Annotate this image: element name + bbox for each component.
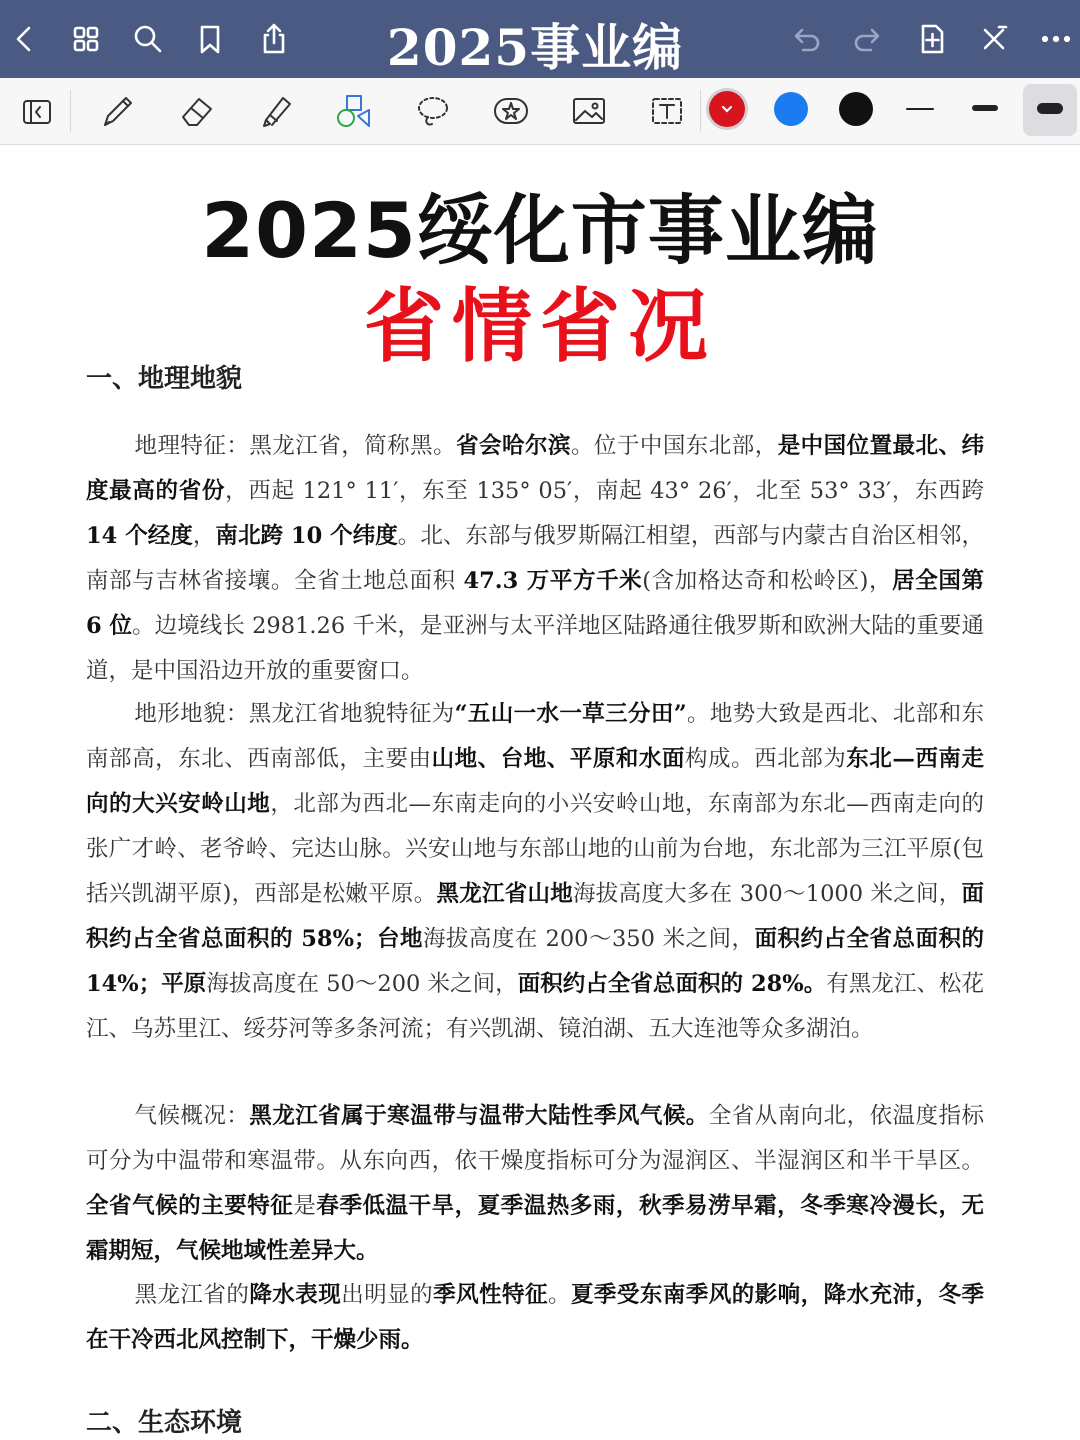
text-run: 是 — [293, 1193, 317, 1219]
color-blue[interactable] — [774, 92, 808, 126]
text-run: 。地势大致是西北、北部和东南部高，东北、西南部低，主要由 — [86, 701, 984, 772]
thickness-thick-bar — [1037, 103, 1063, 114]
thickness-medium[interactable] — [972, 105, 998, 111]
text-run: 黑龙江省的 — [134, 1282, 250, 1308]
sticker-icon[interactable] — [486, 87, 536, 135]
text-run: ，北部为西北—东南走向的小兴安岭山地，东南部为东北—西南走向的张广才岭、老爷岭、完达山脉。兴安山地与东部山地的山前为台地，东北部为三江平原(包括兴凯湖平原)，西部是松嫩平原。 — [86, 791, 984, 907]
text-run: 。位于中国东北部， — [570, 433, 778, 459]
text-run: 出明显的 — [341, 1282, 434, 1308]
section-heading-ecology: 二、生态环境 — [86, 1408, 243, 1438]
redo-icon[interactable] — [848, 19, 888, 59]
eraser-icon[interactable] — [172, 87, 222, 135]
text-run: 海拔高度大多在 300～1000 米之间， — [573, 881, 962, 907]
bold-text-run: 14 个经度 — [86, 523, 193, 549]
bold-text-run: 降水表现 — [249, 1282, 342, 1308]
share-icon[interactable] — [254, 19, 294, 59]
text-run: 气候概况： — [134, 1103, 250, 1129]
image-icon[interactable] — [564, 87, 614, 135]
back-icon[interactable] — [4, 19, 44, 59]
highlighter-icon[interactable] — [250, 87, 300, 135]
bold-text-run: 春季低温干旱，夏季温热多雨，秋季易涝早霜，冬季寒冷漫长，无霜期短，气候地域性差异大。 — [86, 1193, 984, 1264]
bookmark-icon[interactable] — [190, 19, 230, 59]
text-run: 地形地貌：黑龙江省地貌特征为 — [134, 701, 455, 727]
bold-text-run: 季风性特征 — [433, 1282, 548, 1308]
bold-text-run: 居全国第 6 位 — [86, 568, 984, 639]
add-page-icon[interactable] — [912, 19, 952, 59]
lasso-icon[interactable] — [408, 87, 458, 135]
more-icon[interactable] — [1036, 19, 1076, 59]
drawing-toolbar — [0, 78, 1080, 145]
text-run: 地理特征：黑龙江省，简称黑。 — [134, 433, 457, 459]
text-run: 全省从南向北，依温度指标可分为中温带和寒温带。从东向西，依干燥度指标可分为湿润区、半湿润区和半干旱区。 — [86, 1103, 984, 1174]
text-run: ， — [192, 523, 216, 549]
paragraph-precipitation — [86, 1273, 984, 1363]
pen-icon[interactable] — [92, 87, 142, 135]
document-tab-title: 2025事业编 — [386, 18, 684, 77]
bold-text-run: “五山一水一草三分田” — [454, 701, 687, 727]
bold-text-run: 东北—西南走向的大兴安岭山地 — [86, 746, 984, 817]
toolbar-divider — [700, 90, 701, 132]
paragraph-content — [86, 1282, 984, 1353]
bold-text-run: 面积约占全省总面积的 58%；台地 — [86, 881, 984, 952]
section-heading-geography: 一、地理地貌 — [86, 364, 243, 394]
text-run: 。北、东部与俄罗斯隔江相望，西部与内蒙古自治区相邻，南部与吉林省接壤。全省土地总面积 — [86, 523, 984, 594]
paragraph-content — [86, 1103, 984, 1264]
top-nav-bar — [0, 0, 1080, 78]
shapes-icon[interactable] — [328, 87, 378, 135]
bold-text-run: 47.3 万平方千米 — [463, 568, 643, 594]
search-icon[interactable] — [128, 19, 168, 59]
bold-text-run: 黑龙江省属于寒温带与温带大陆性季风气候。 — [249, 1103, 709, 1129]
text-run: 。边境线长 2981.26 千米，是亚洲与太平洋地区陆路通往俄罗斯和欧洲大陆的重要通道，是中国沿边开放的重要窗口。 — [86, 613, 984, 684]
text-run: (含加格达奇和松岭区)， — [642, 568, 893, 594]
toolbar-divider — [70, 90, 71, 132]
thickness-thin[interactable] — [906, 108, 934, 110]
paragraph-climate — [86, 1094, 984, 1274]
bold-text-run: 面积约占全省总面积的 14%；平原 — [86, 926, 984, 997]
text-run: 有黑龙江、松花江、乌苏里江、绥芬河等多条河流；有兴凯湖、镜泊湖、五大连池等众多湖泊。 — [86, 971, 984, 1042]
bold-text-run: 全省气候的主要特征 — [86, 1193, 294, 1219]
text-run: 海拔高度在 200～350 米之间， — [422, 926, 755, 952]
paragraph-content — [86, 701, 984, 1042]
paragraph-landforms — [86, 692, 984, 1052]
chevron-down-icon — [719, 101, 735, 117]
grid-icon[interactable] — [66, 19, 106, 59]
bold-text-run: 是中国位置最北、纬度最高的省份 — [86, 433, 984, 504]
document-title: 2025绥化市事业编 — [201, 186, 879, 275]
text-run: 海拔高度在 50～200 米之间， — [206, 971, 518, 997]
bold-text-run: 黑龙江省山地 — [436, 881, 574, 907]
bold-text-run: 夏季受东南季风的影响，降水充沛，冬季在干冷西北风控制下，干燥少雨。 — [86, 1282, 984, 1353]
color-black[interactable] — [839, 92, 873, 126]
document-subtitle: 省情省况 — [364, 280, 716, 373]
bold-text-run: 面积约占全省总面积的 28%。 — [517, 971, 827, 997]
text-run: 构成。西北部为 — [685, 746, 847, 772]
undo-icon[interactable] — [786, 19, 826, 59]
bold-text-run: 省会哈尔滨 — [456, 433, 571, 459]
close-icon[interactable] — [974, 19, 1014, 59]
text-run: 。 — [547, 1282, 571, 1308]
bold-text-run: 南北跨 10 个纬度 — [215, 523, 398, 549]
paragraph-content — [86, 433, 984, 684]
text-icon[interactable] — [642, 87, 692, 135]
bold-text-run: 山地、台地、平原和水面 — [431, 746, 685, 772]
sidebar-toggle-icon[interactable] — [12, 87, 62, 135]
text-run: ，西起 121° 11′，东至 135° 05′，南起 43° 26′，北至 53° 33′，东西跨 — [225, 478, 984, 504]
paragraph-geographic-features — [86, 424, 984, 694]
